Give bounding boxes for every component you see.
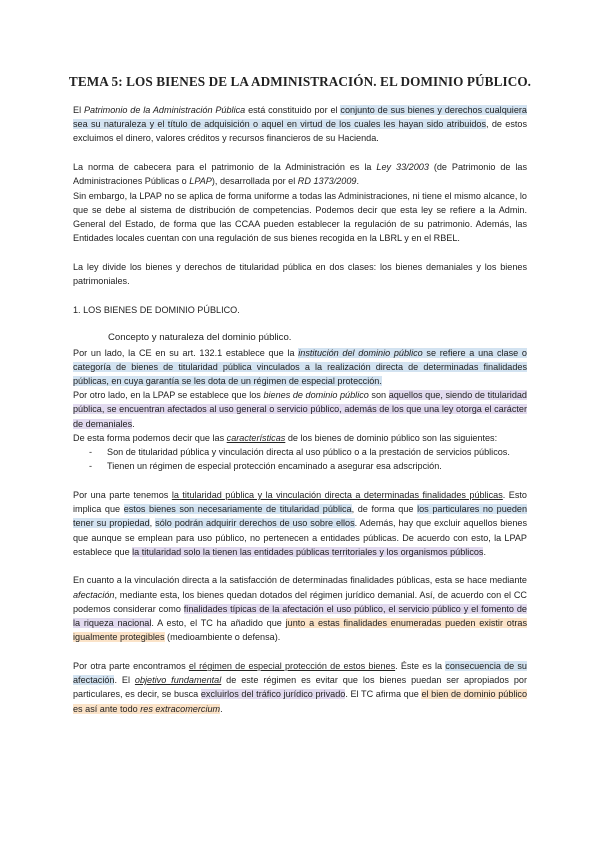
text-run: .: [220, 703, 223, 714]
section-heading: 1. LOS BIENES DE DOMINIO PÚBLICO.: [73, 304, 240, 315]
text-run: LPAP: [189, 176, 212, 187]
highlighted-text: institución del dominio público: [298, 347, 423, 358]
text-run: de los bienes de dominio público son las siguientes:: [285, 432, 498, 443]
highlighted-text: se refiere a una clase o categoría de bienes de titularidad pública vinculados a la realización directa de determinadas finalidades públicas, en cuya garantía se les dota de un régimen de especial protección.: [73, 347, 527, 387]
text-run: bienes de dominio público: [263, 390, 369, 401]
paragraph-sin-embargo: Sin embargo, la LPAP no se aplica de forma uniforme a todas las Administraciones, ni tiene el mismo alcance, lo que se debe al sistema de distribución de competencias. Podemos decir que esta ley se refiere a la Admin. General del Estado, de forma que las CCAA pueden establecer la regulación de su patrimonio. Además, las Entidades locales cuentan con una regulación de sus bienes recogida en la LBRL y en el RBEL.: [73, 190, 527, 244]
text-run: El: [73, 105, 84, 115]
paragraph-lpap-bienes: [73, 388, 527, 431]
text-run: La norma de cabecera para el patrimonio de la Administración es la: [73, 162, 377, 173]
text-run: (medioambiente o defensa).: [164, 632, 281, 643]
text-run: está constituido por el: [245, 105, 341, 115]
list-item-text: Tienen un régimen de especial protección encaminado a asegurar esa adscripción.: [107, 461, 442, 472]
underlined-text: la titularidad pública y la vinculación directa a determinadas finalidades públicas: [171, 489, 503, 500]
underlined-text: características: [226, 432, 286, 443]
text-run: Por otra parte encontramos: [73, 661, 189, 671]
text-run: De esta forma podemos decir que las: [73, 432, 227, 443]
text-run: . Además, hay que excluir aquellos bienes que aunque se emplean para uso público, no pertenecen a entidades públicas. De acuerdo con esto, la LPAP establece que: [73, 518, 527, 557]
text-run: Por una parte tenemos: [73, 489, 172, 500]
paragraph-norma-cabecera: [73, 160, 527, 188]
text-run: .: [356, 176, 359, 187]
paragraph-titularidad: [73, 488, 527, 559]
highlighted-text: el bien de dominio público es así ante todo: [73, 689, 528, 714]
paragraph-ce-132: [73, 346, 527, 389]
highlighted-text: la titularidad solo la tienen las entidades públicas territoriales y los organismos públicos: [132, 546, 484, 557]
underlined-text: objetivo fundamental: [134, 675, 222, 686]
text-run: , de forma que: [351, 504, 418, 515]
text-run: En cuanto a la vinculación directa a la satisfacción de determinadas finalidades públicas, esta se hace mediante: [73, 575, 527, 586]
text-run: , de estos excluimos el dinero, valores créditos y recursos financieros de su Hacienda.: [73, 119, 527, 144]
text-run: ), desarrollada por el: [211, 176, 298, 187]
paragraph-afectacion: [73, 573, 527, 644]
text-run: afectación: [73, 589, 115, 600]
text-run: RD 1373/2009: [297, 176, 357, 187]
text-run: .: [483, 546, 486, 557]
highlighted-text: res extracomercium: [140, 703, 221, 714]
highlighted-text: consecuencia de su afectación: [73, 661, 527, 686]
text-run: (de Patrimonio de las Administraciones Públicas o: [73, 162, 528, 187]
text-run: Por otro lado, en la LPAP se establece que los: [73, 390, 264, 401]
text-run: , mediante esta, los bienes quedan dotados del régimen jurídico demanial. Así, de acuerdo con el CC podemos considerar como: [73, 589, 527, 614]
page-title: TEMA 5: LOS BIENES DE LA ADMINISTRACIÓN. EL DOMINIO PÚBLICO.: [68, 74, 532, 89]
subsection-heading: Concepto y naturaleza del dominio público.: [108, 332, 292, 344]
underlined-text: el régimen de especial protección de estos bienes: [188, 661, 396, 671]
highlighted-text: estos bienes son necesariamente de titularidad pública: [123, 504, 352, 515]
text-run: Patrimonio de la Administración Pública: [83, 105, 246, 115]
text-run: . Éste es la: [395, 661, 446, 671]
highlighted-text: los particulares no pueden tener su propiedad: [73, 504, 528, 529]
text-run: . El TC afirma que: [345, 689, 422, 700]
text-run: . El: [114, 675, 135, 686]
text-run: . Esto implica que: [73, 489, 527, 515]
highlighted-text: aquellos que, siendo de titularidad pública, se encuentran afectados al uso general o servicio público, además de los que una ley otorga el carácter de demaniales: [73, 390, 527, 429]
characteristics-list: [73, 445, 527, 473]
document-body: [73, 103, 527, 716]
list-item: [73, 459, 527, 473]
text-run: . A esto, el TC ha añadido que: [151, 618, 286, 629]
text-run: son: [368, 390, 389, 401]
text-run: Por un lado, la CE en su art. 132.1 establece que la: [73, 347, 299, 358]
highlighted-text: conjunto de sus bienes y derechos cualquiera sea su naturaleza y el título de adquisición o aquel en virtud de los cuales les hayan sido atribuidos: [73, 105, 527, 130]
bullet-marker: -: [89, 447, 93, 458]
paragraph-clases-bienes: La ley divide los bienes y derechos de titularidad pública en dos clases: los bienes demaniales y los bienes patrimoniales.: [73, 261, 527, 287]
paragraph-regimen-proteccion: [73, 659, 527, 716]
paragraph-patrimonio: [73, 103, 527, 146]
paragraph-caracteristicas: [73, 431, 527, 445]
text-run: de este régimen es evitar que los bienes puedan ser apropiados por particulares, es decir, se busca: [73, 675, 528, 700]
bullet-marker: -: [89, 461, 93, 472]
text-run: .: [132, 418, 135, 429]
text-run: Ley 33/2003: [376, 162, 429, 173]
list-item-text: Son de titularidad pública y vinculación directa al uso público o a la prestación de servicios públicos.: [107, 447, 510, 458]
highlighted-text: junto a estas finalidades enumeradas pueden existir otras igualmente protegibles: [73, 618, 527, 643]
list-item: [73, 445, 527, 459]
text-run: ,: [149, 518, 156, 529]
highlighted-text: sólo podrán adquirir derechos de uso sobre ellos: [155, 518, 355, 529]
highlighted-text: finalidades típicas de la afectación el uso público, el servicio público y el fomento de la riqueza nacional: [73, 603, 527, 629]
highlighted-text: excluirlos del tráfico jurídico privado: [200, 689, 346, 700]
